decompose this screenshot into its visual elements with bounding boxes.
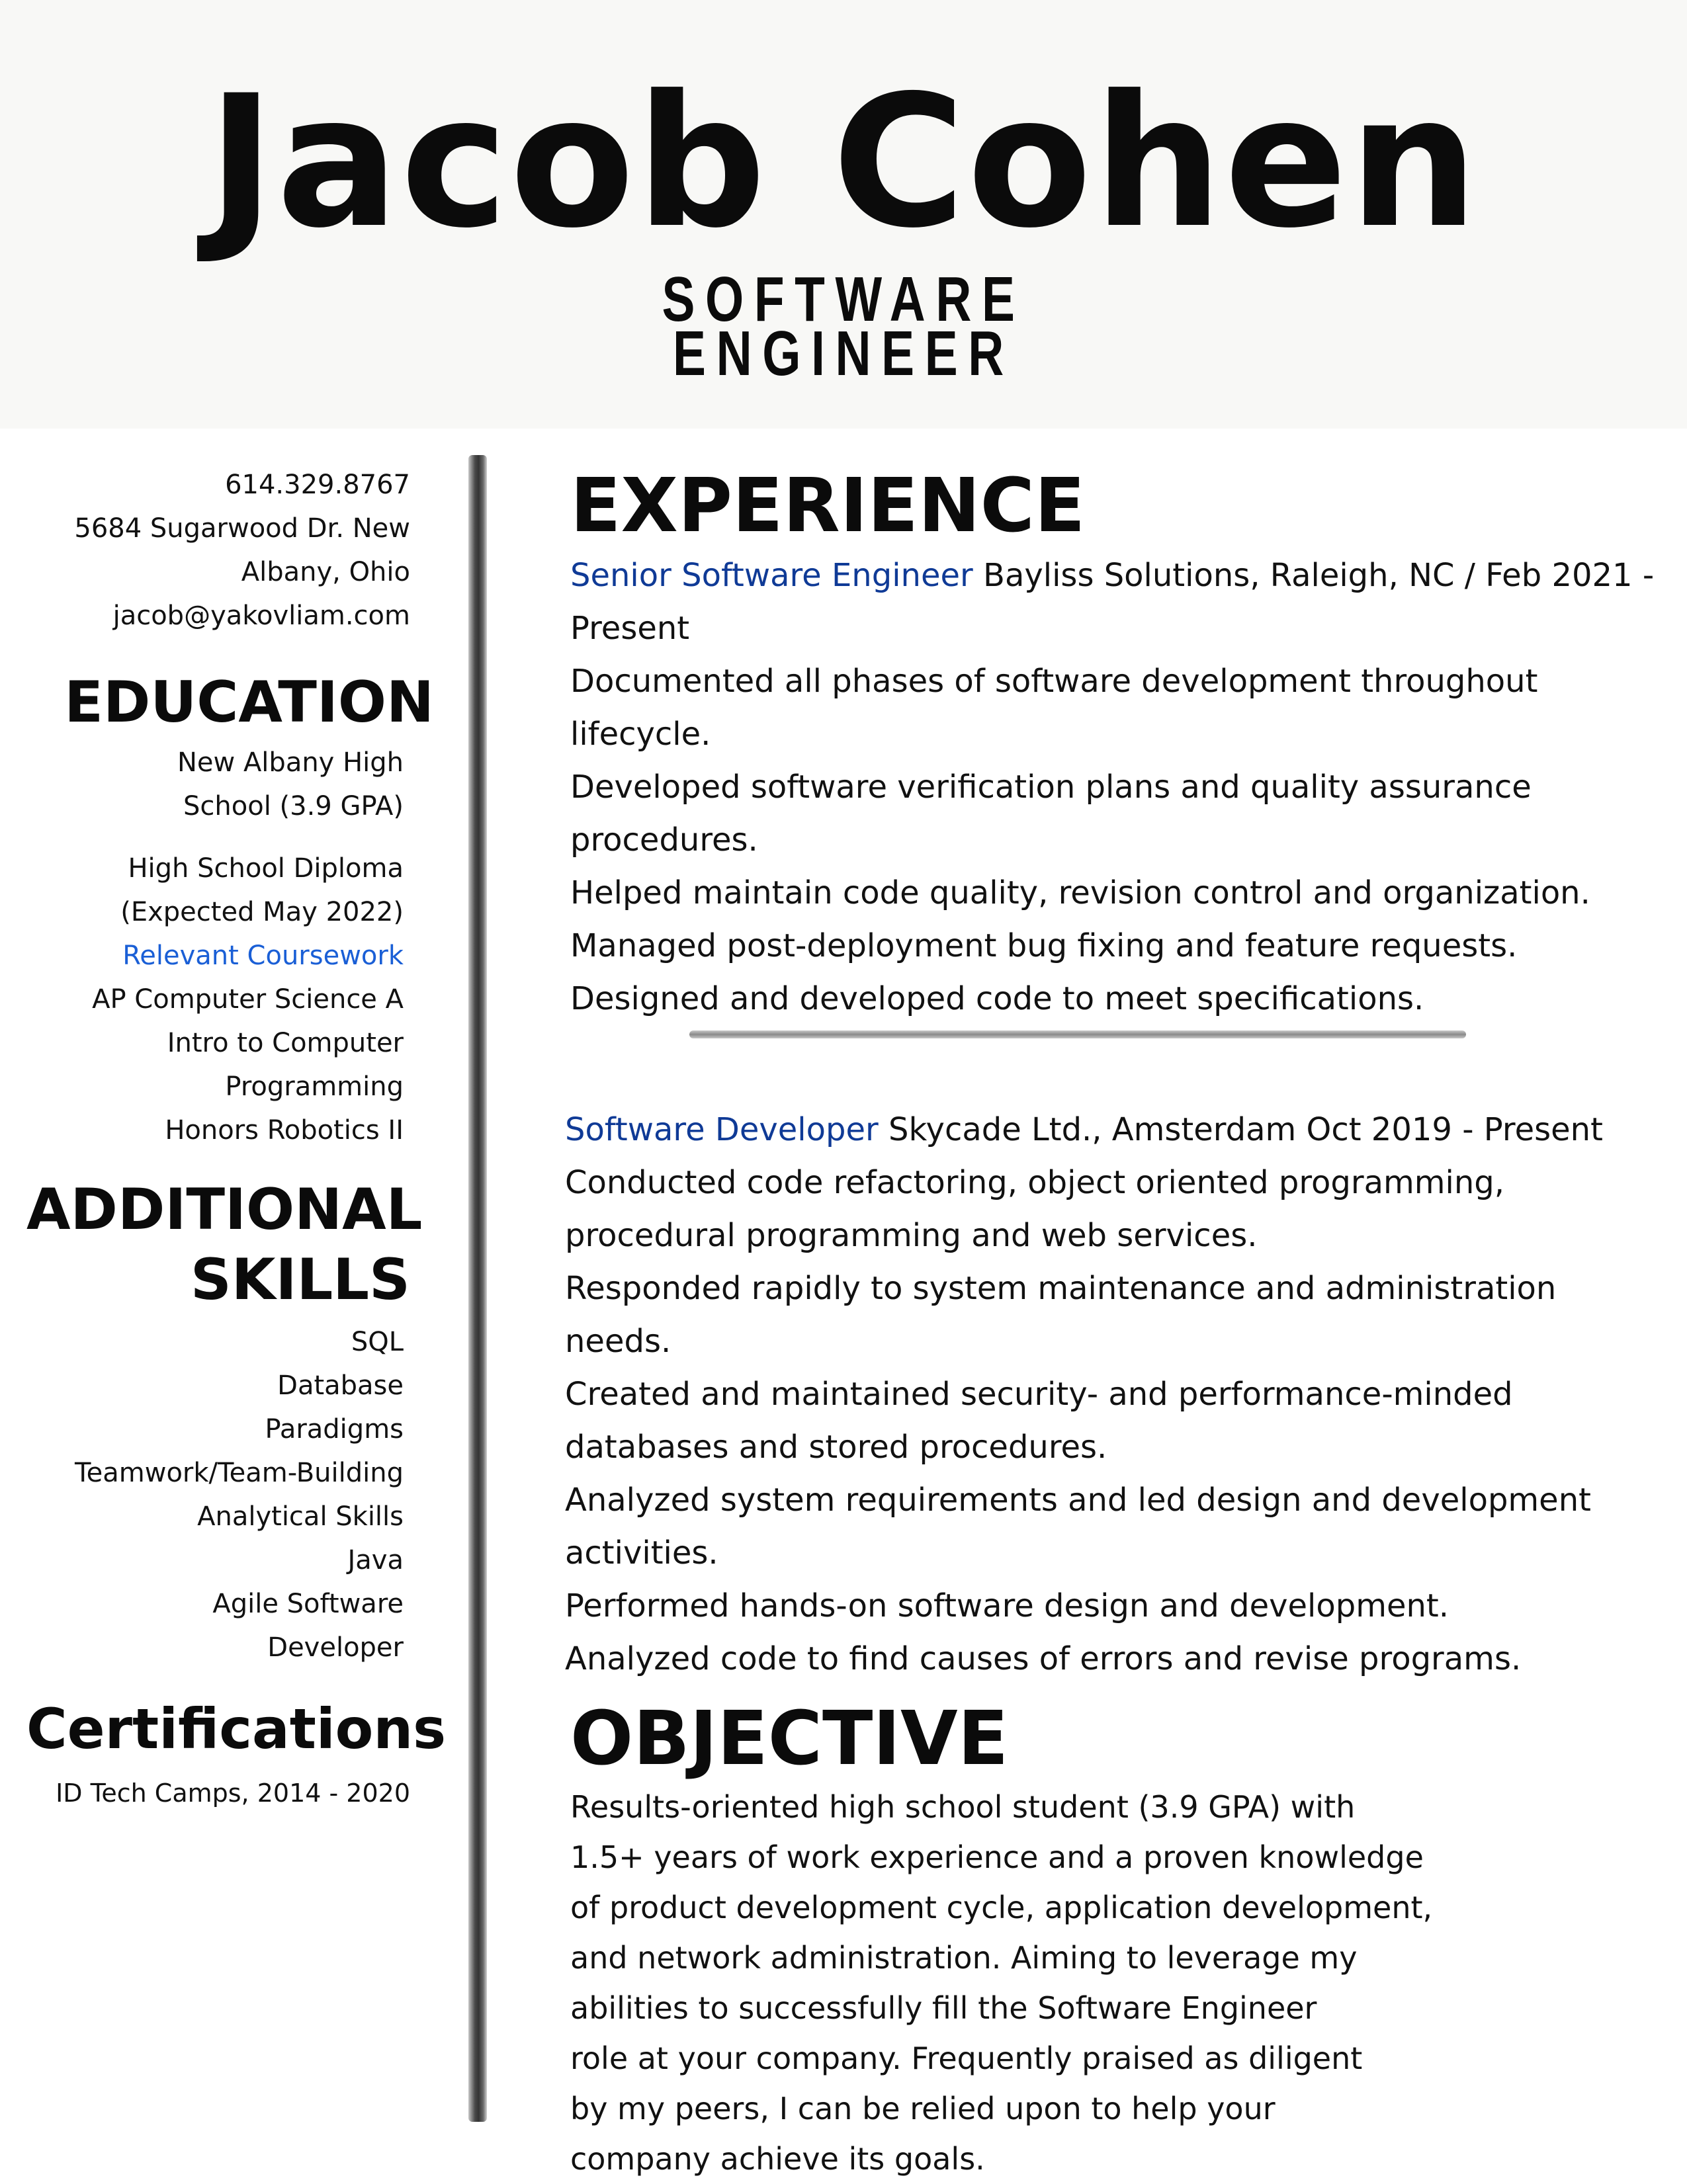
job-bullet: activities. bbox=[565, 1534, 718, 1572]
job-details-line-2: Present bbox=[570, 610, 690, 647]
job-bullet: Performed hands-on software design and development. bbox=[565, 1587, 1449, 1624]
coursework-label: Relevant Coursework bbox=[122, 941, 404, 971]
job-details: Skycade Ltd., Amsterdam Oct 2019 - Present bbox=[878, 1111, 1603, 1148]
job-bullet: Helped maintain code quality, revision control and organization. bbox=[570, 874, 1590, 911]
objective-line: 1.5+ years of work experience and a proven knowledge bbox=[570, 1839, 1424, 1875]
email: jacob@yakovliam.com bbox=[112, 601, 410, 631]
skill-item: Database bbox=[277, 1370, 404, 1401]
objective-line: of product development cycle, application development, bbox=[570, 1890, 1433, 1925]
objective-line: abilities to successfully fill the Software Engineer bbox=[570, 1990, 1317, 2026]
course-item: Programming bbox=[225, 1071, 404, 1102]
skill-item: Analytical Skills bbox=[197, 1501, 404, 1532]
objective-heading: OBJECTIVE bbox=[570, 1696, 1009, 1782]
job-title: Senior Software Engineer bbox=[570, 557, 973, 594]
job-bullet: databases and stored procedures. bbox=[565, 1429, 1107, 1466]
school-line-1: New Albany High bbox=[177, 747, 404, 778]
job-entry bbox=[565, 1103, 1655, 1685]
address-line-1: 5684 Sugarwood Dr. New bbox=[74, 513, 410, 544]
job-bullet: Managed post-deployment bug fixing and feature requests. bbox=[570, 927, 1518, 964]
candidate-name: Jacob Cohen bbox=[207, 56, 1480, 268]
header-banner bbox=[0, 0, 1687, 429]
skills-heading bbox=[26, 1175, 423, 1315]
vertical-divider bbox=[468, 455, 487, 2122]
job-bullet: Designed and developed code to meet specifications. bbox=[570, 980, 1424, 1017]
job-bullet: needs. bbox=[565, 1323, 671, 1360]
skill-item: SQL bbox=[351, 1327, 404, 1357]
skill-item: Developer bbox=[267, 1632, 404, 1663]
job-bullet: Analyzed system requirements and led design and development bbox=[565, 1482, 1591, 1519]
job-entry bbox=[570, 549, 1655, 1025]
title-line-1: SOFTWARE bbox=[662, 264, 1025, 335]
job-bullet: Documented all phases of software development throughout bbox=[570, 663, 1538, 700]
objective-line: and network administration. Aiming to leverage my bbox=[570, 1940, 1358, 1976]
job-header bbox=[565, 1103, 1655, 1156]
objective-line: by my peers, I can be relied upon to help your bbox=[570, 2091, 1276, 2126]
certification-item: ID Tech Camps, 2014 - 2020 bbox=[56, 1779, 410, 1808]
objective-line: company achieve its goals. bbox=[570, 2141, 985, 2177]
main-content bbox=[565, 463, 1655, 2184]
course-item: Honors Robotics II bbox=[165, 1115, 404, 1146]
skill-item: Paradigms bbox=[265, 1414, 404, 1445]
job-bullet: Created and maintained security- and performance-minded bbox=[565, 1376, 1513, 1413]
diploma-line-1: High School Diploma bbox=[128, 853, 404, 884]
contact-block bbox=[26, 463, 410, 638]
experience-heading: EXPERIENCE bbox=[570, 463, 1086, 549]
job-bullet: Analyzed code to find causes of errors and revise programs. bbox=[565, 1640, 1522, 1677]
job-bullet: Responded rapidly to system maintenance and administration bbox=[565, 1270, 1557, 1307]
education-heading: EDUCATION bbox=[64, 669, 434, 735]
objective-text bbox=[570, 1782, 1655, 2184]
objective-line: Results-oriented high school student (3.9 GPA) with bbox=[570, 1789, 1356, 1825]
skills-heading-line-1: ADDITIONAL bbox=[26, 1177, 423, 1243]
education-list bbox=[26, 741, 404, 1152]
skill-item: Teamwork/Team-Building bbox=[75, 1458, 404, 1488]
address-line-2: Albany, Ohio bbox=[241, 557, 410, 587]
skills-list bbox=[26, 1320, 404, 1669]
job-bullet: Developed software verification plans and quality assurance bbox=[570, 769, 1532, 806]
course-item: Intro to Computer bbox=[167, 1028, 404, 1058]
skill-item: Agile Software bbox=[212, 1589, 404, 1619]
job-header bbox=[570, 549, 1655, 602]
course-item: AP Computer Science A bbox=[92, 984, 404, 1015]
diploma-line-2: (Expected May 2022) bbox=[120, 897, 404, 927]
certifications-list bbox=[26, 1771, 410, 1815]
job-title: Software Developer bbox=[565, 1111, 879, 1148]
job-details: Bayliss Solutions, Raleigh, NC / Feb 2021 - bbox=[973, 557, 1655, 594]
skill-item: Java bbox=[347, 1545, 404, 1575]
skills-heading-line-2: SKILLS bbox=[190, 1247, 410, 1313]
job-bullet: lifecycle. bbox=[570, 716, 711, 753]
school-line-2: School (3.9 GPA) bbox=[183, 791, 404, 821]
job-bullet: Conducted code refactoring, object oriented programming, bbox=[565, 1164, 1505, 1201]
phone: 614.329.8767 bbox=[225, 470, 410, 500]
job-separator bbox=[689, 1030, 1466, 1038]
objective-line: role at your company. Frequently praised as diligent bbox=[570, 2040, 1363, 2076]
job-bullet: procedures. bbox=[570, 821, 758, 859]
title-line-2: ENGINEER bbox=[673, 318, 1014, 389]
sidebar bbox=[26, 463, 447, 1815]
certifications-heading: Certifications bbox=[26, 1697, 447, 1761]
job-bullet: procedural programming and web services. bbox=[565, 1217, 1258, 1254]
job-title-heading bbox=[186, 264, 1502, 389]
